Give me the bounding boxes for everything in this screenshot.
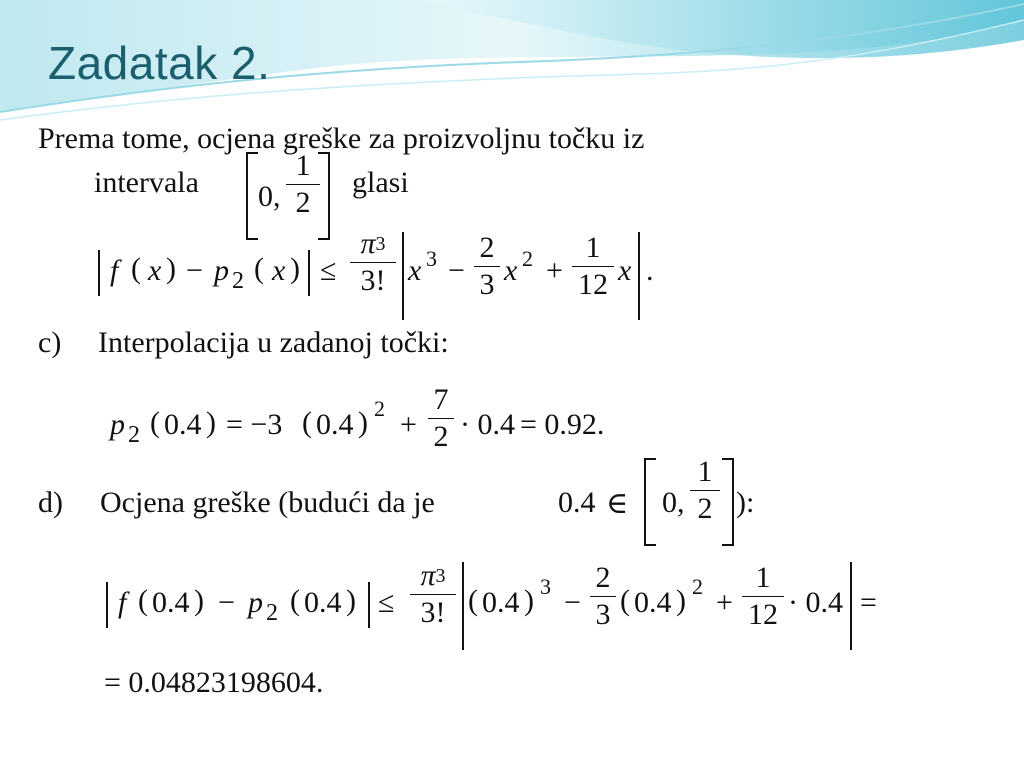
lparen: ( bbox=[620, 584, 630, 617]
denominator: 2 bbox=[697, 492, 713, 525]
abs-right-bar-2 bbox=[638, 232, 640, 320]
final-result: = 0.04823198604. bbox=[104, 666, 324, 699]
equals-neg3: = −3 bbox=[226, 408, 283, 441]
cube-exponent: 3 bbox=[540, 574, 551, 599]
x-square-exponent: 2 bbox=[522, 246, 533, 271]
seven-halves-fraction bbox=[428, 384, 454, 453]
denominator: 3 bbox=[479, 268, 495, 301]
two-thirds-fraction bbox=[474, 232, 500, 301]
minus-sign: − bbox=[448, 254, 465, 287]
times-0-4: · 0.4 bbox=[788, 586, 843, 619]
abs-left-bar bbox=[98, 250, 100, 296]
interval-zero: 0, bbox=[258, 180, 281, 213]
leq-sign: ≤ bbox=[378, 586, 395, 619]
numerator: 2 bbox=[595, 561, 611, 594]
f-symbol: f bbox=[110, 254, 119, 287]
interval-left-bracket bbox=[246, 152, 258, 240]
abs-right-bar bbox=[308, 250, 310, 296]
value-0-4: 0.4 bbox=[482, 586, 520, 619]
leq-sign: ≤ bbox=[320, 254, 337, 287]
pi-symbol: π bbox=[420, 559, 436, 592]
numerator: 1 bbox=[755, 561, 771, 594]
plus-sign: + bbox=[716, 586, 733, 619]
interval-right-bracket-d bbox=[722, 458, 734, 546]
abs-right-bar bbox=[368, 582, 370, 628]
abs-left-bar bbox=[106, 582, 108, 628]
lparen: ( bbox=[302, 406, 312, 439]
minus-sign: − bbox=[218, 586, 235, 619]
x-symbol: x bbox=[148, 254, 162, 287]
rparen: ) bbox=[166, 252, 176, 285]
p-symbol: p bbox=[110, 408, 125, 441]
numerator: 1 bbox=[585, 231, 601, 264]
lparen: ( bbox=[290, 584, 300, 617]
interval-zero-d: 0, bbox=[662, 486, 685, 519]
interval-half-numerator: 1 bbox=[295, 149, 311, 182]
denominator: 2 bbox=[433, 420, 449, 453]
value-0-4: 0.4 bbox=[634, 586, 672, 619]
minus-sign: − bbox=[564, 586, 581, 619]
denominator: 3 bbox=[595, 598, 611, 631]
interval-left-bracket-d bbox=[644, 458, 656, 546]
pi-cubed-over-3fact bbox=[350, 228, 396, 297]
intro-line-2-intervala: intervala bbox=[94, 166, 199, 199]
p-subscript: 2 bbox=[128, 422, 140, 448]
abs-left-bar-2 bbox=[402, 232, 404, 320]
one-twelfth-fraction bbox=[572, 232, 614, 301]
numerator: 7 bbox=[433, 383, 449, 416]
lparen: ( bbox=[138, 584, 148, 617]
two-thirds-fraction bbox=[590, 562, 616, 631]
value-0-4: 0.4 bbox=[316, 408, 354, 441]
period: . bbox=[646, 254, 654, 287]
item-d-text-close: ): bbox=[736, 486, 755, 519]
intro-line-2-glasi: glasi bbox=[352, 166, 409, 199]
lparen: ( bbox=[150, 406, 160, 439]
rparen: ) bbox=[524, 584, 534, 617]
interval-half-fraction bbox=[286, 150, 320, 219]
value-0-4: 0.4 bbox=[558, 486, 596, 519]
rparen: ) bbox=[358, 406, 368, 439]
factorial-3: 3! bbox=[420, 596, 446, 629]
numerator: 2 bbox=[479, 231, 495, 264]
numerator: 1 bbox=[697, 455, 713, 488]
intro-line-1: Prema tome, ocjena greške za proizvoljnu točku iz bbox=[38, 122, 645, 155]
factorial-3: 3! bbox=[360, 264, 386, 297]
times-0-4: · 0.4 bbox=[460, 408, 515, 441]
x-symbol: x bbox=[504, 254, 518, 287]
f-symbol: f bbox=[118, 586, 127, 619]
rparen: ) bbox=[346, 584, 356, 617]
result-0-92: = 0.92. bbox=[520, 408, 605, 441]
value-0-4: 0.4 bbox=[152, 586, 190, 619]
slide-title: Zadatak 2. bbox=[48, 37, 271, 89]
item-c-label: c) bbox=[38, 326, 62, 359]
p-symbol: p bbox=[214, 254, 229, 287]
lparen: ( bbox=[254, 252, 264, 285]
pi-exponent: 3 bbox=[375, 233, 386, 255]
rparen: ) bbox=[290, 252, 300, 285]
one-twelfth-fraction bbox=[742, 562, 784, 631]
x-cube-exponent: 3 bbox=[426, 246, 437, 271]
rparen: ) bbox=[194, 584, 204, 617]
equals-sign: = bbox=[860, 586, 877, 619]
abs-right-bar-2 bbox=[850, 562, 852, 650]
abs-left-bar-2 bbox=[462, 562, 464, 650]
value-0-4: 0.4 bbox=[304, 586, 342, 619]
item-c-text: Interpolacija u zadanoj točki: bbox=[98, 326, 449, 359]
pi-exponent: 3 bbox=[435, 565, 446, 587]
x-symbol: x bbox=[618, 254, 632, 287]
interval-right-bracket bbox=[318, 152, 330, 240]
rparen: ) bbox=[676, 584, 686, 617]
element-of-sign: ∈ bbox=[606, 487, 629, 520]
value-0-4: 0.4 bbox=[164, 408, 202, 441]
pi-cubed-over-3fact bbox=[410, 560, 456, 629]
denominator: 12 bbox=[578, 268, 608, 301]
plus-sign: + bbox=[400, 408, 417, 441]
p-symbol: p bbox=[248, 586, 263, 619]
pi-symbol: π bbox=[360, 227, 376, 260]
item-d-text: Ocjena greške (budući da je bbox=[100, 486, 435, 519]
x-symbol: x bbox=[408, 254, 422, 287]
minus-sign: − bbox=[186, 254, 203, 287]
interval-half-fraction-d bbox=[690, 456, 720, 525]
item-d-label: d) bbox=[38, 486, 63, 519]
lparen: ( bbox=[131, 252, 141, 285]
lparen: ( bbox=[468, 584, 478, 617]
plus-sign: + bbox=[546, 254, 563, 287]
square-exponent: 2 bbox=[374, 396, 385, 421]
p-subscript: 2 bbox=[232, 268, 244, 294]
rparen: ) bbox=[206, 406, 216, 439]
denominator: 12 bbox=[748, 598, 778, 631]
square-exponent: 2 bbox=[692, 574, 703, 599]
p-subscript: 2 bbox=[266, 600, 278, 626]
x-symbol: x bbox=[272, 254, 286, 287]
interval-half-denominator: 2 bbox=[295, 186, 311, 219]
